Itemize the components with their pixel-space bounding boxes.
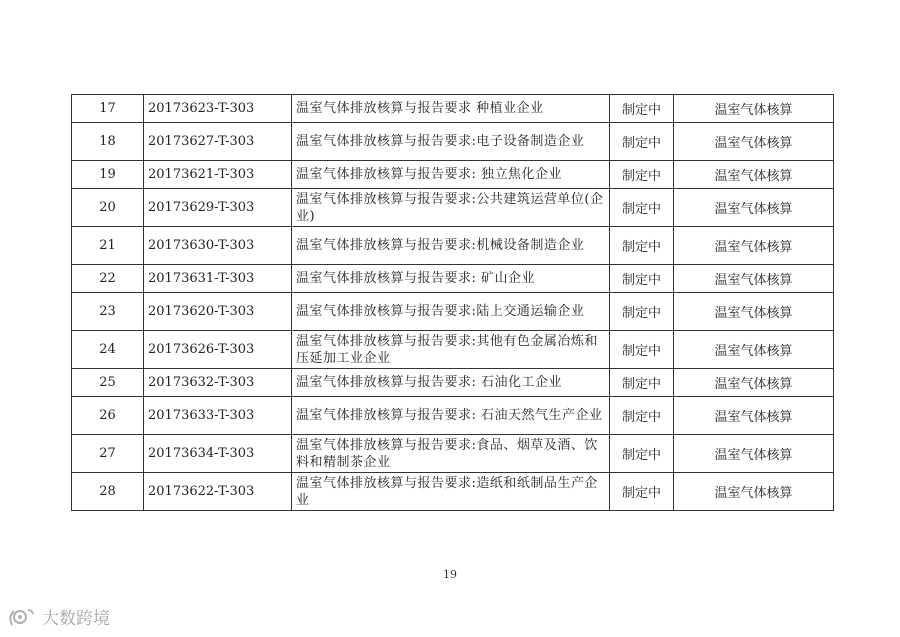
row-number: 23	[72, 293, 144, 331]
plan-code: 20173630-T-303	[144, 227, 292, 265]
table-row	[72, 123, 834, 161]
status: 制定中	[610, 265, 674, 293]
category: 温室气体核算	[674, 331, 834, 369]
plan-code: 20173632-T-303	[144, 369, 292, 397]
standard-name: 温室气体排放核算与报告要求:其他有色金属冶炼和压延加工业企业	[292, 331, 610, 369]
table-row	[72, 227, 834, 265]
standard-name: 温室气体排放核算与报告要求: 矿山企业	[292, 265, 610, 293]
plan-code: 20173621-T-303	[144, 161, 292, 189]
plan-code: 20173627-T-303	[144, 123, 292, 161]
category: 温室气体核算	[674, 265, 834, 293]
table-row	[72, 369, 834, 397]
table-row	[72, 189, 834, 227]
plan-code: 20173633-T-303	[144, 397, 292, 435]
standard-name: 温室气体排放核算与报告要求: 石油化工企业	[292, 369, 610, 397]
status: 制定中	[610, 189, 674, 227]
watermark-text: 大数跨境	[42, 609, 110, 629]
standard-name: 温室气体排放核算与报告要求:公共建筑运营单位(企业)	[292, 189, 610, 227]
row-number: 18	[72, 123, 144, 161]
watermark	[6, 604, 110, 629]
page-number: 19	[443, 568, 457, 581]
category: 温室气体核算	[674, 473, 834, 511]
plan-code: 20173629-T-303	[144, 189, 292, 227]
status: 制定中	[610, 293, 674, 331]
standard-name: 温室气体排放核算与报告要求 种植业企业	[292, 95, 610, 123]
category: 温室气体核算	[674, 123, 834, 161]
standard-name: 温室气体排放核算与报告要求:造纸和纸制品生产企业	[292, 473, 610, 511]
plan-code: 20173620-T-303	[144, 293, 292, 331]
row-number: 22	[72, 265, 144, 293]
standard-name: 温室气体排放核算与报告要求: 独立焦化企业	[292, 161, 610, 189]
status: 制定中	[610, 369, 674, 397]
plan-code: 20173622-T-303	[144, 473, 292, 511]
status: 制定中	[610, 95, 674, 123]
plan-code: 20173623-T-303	[144, 95, 292, 123]
status: 制定中	[610, 473, 674, 511]
category: 温室气体核算	[674, 95, 834, 123]
status: 制定中	[610, 123, 674, 161]
table-row	[72, 95, 834, 123]
standard-name: 温室气体排放核算与报告要求:电子设备制造企业	[292, 123, 610, 161]
plan-code: 20173634-T-303	[144, 435, 292, 473]
category: 温室气体核算	[674, 161, 834, 189]
row-number: 21	[72, 227, 144, 265]
table-row	[72, 293, 834, 331]
table-row	[72, 473, 834, 511]
table-row	[72, 161, 834, 189]
category: 温室气体核算	[674, 189, 834, 227]
row-number: 19	[72, 161, 144, 189]
status: 制定中	[610, 331, 674, 369]
category: 温室气体核算	[674, 227, 834, 265]
table-row	[72, 265, 834, 293]
standard-name: 温室气体排放核算与报告要求: 石油天然气生产企业	[292, 397, 610, 435]
row-number: 27	[72, 435, 144, 473]
category: 温室气体核算	[674, 435, 834, 473]
status: 制定中	[610, 435, 674, 473]
row-number: 28	[72, 473, 144, 511]
status: 制定中	[610, 161, 674, 189]
standards-table	[71, 94, 834, 511]
standard-name: 温室气体排放核算与报告要求:陆上交通运输企业	[292, 293, 610, 331]
row-number: 25	[72, 369, 144, 397]
row-number: 20	[72, 189, 144, 227]
category: 温室气体核算	[674, 293, 834, 331]
table-row	[72, 435, 834, 473]
category: 温室气体核算	[674, 397, 834, 435]
table-row	[72, 331, 834, 369]
row-number: 17	[72, 95, 144, 123]
standard-name: 温室气体排放核算与报告要求:机械设备制造企业	[292, 227, 610, 265]
row-number: 24	[72, 331, 144, 369]
plan-code: 20173626-T-303	[144, 331, 292, 369]
camera-logo-icon	[6, 605, 36, 629]
status: 制定中	[610, 227, 674, 265]
row-number: 26	[72, 397, 144, 435]
plan-code: 20173631-T-303	[144, 265, 292, 293]
standard-name: 温室气体排放核算与报告要求:食品、烟草及酒、饮料和精制茶企业	[292, 435, 610, 473]
status: 制定中	[610, 397, 674, 435]
category: 温室气体核算	[674, 369, 834, 397]
table-row	[72, 397, 834, 435]
